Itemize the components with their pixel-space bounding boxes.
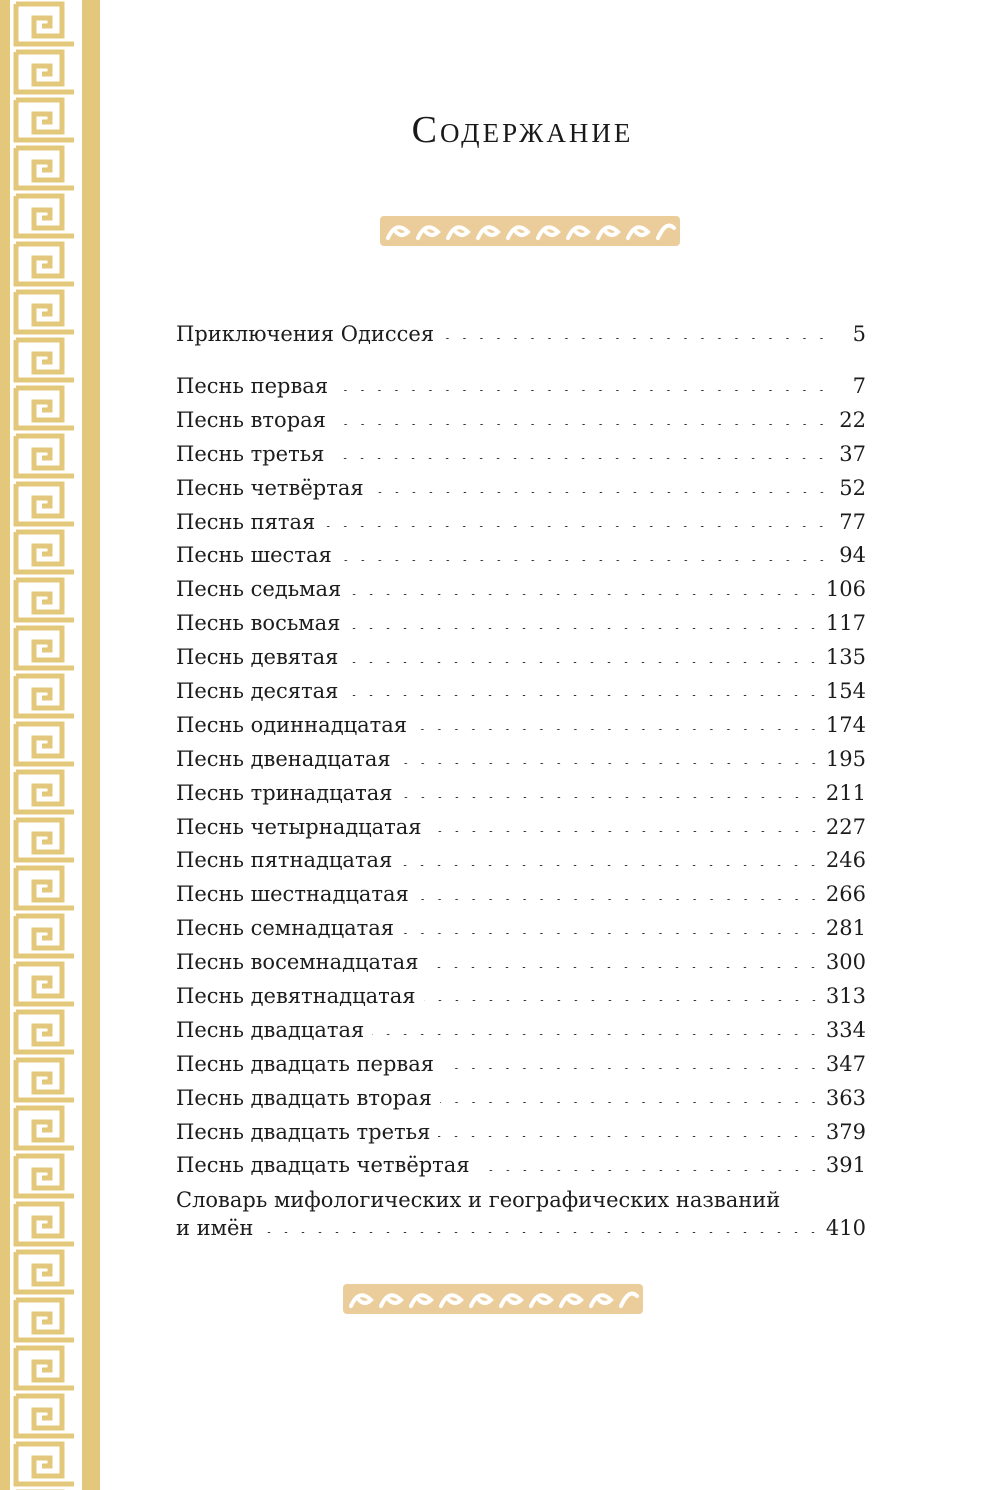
glossary-label-line1: Словарь мифологических и географических названий: [176, 1188, 781, 1212]
dot-leader: [417, 899, 822, 900]
toc-entry-page: 154: [825, 679, 866, 704]
toc-entry-label: Песнь шестая: [176, 543, 332, 568]
toc-entry-page: 363: [825, 1085, 866, 1110]
toc-entry-page: 246: [825, 848, 866, 873]
toc-entry-label: Песнь двадцать первая: [176, 1051, 435, 1076]
dot-leader: [478, 1170, 822, 1171]
toc-entry-page: 106: [825, 577, 866, 602]
dot-leader: [442, 1068, 822, 1069]
toc-entry-page: 379: [825, 1119, 866, 1144]
toc-entry-page: 117: [825, 611, 866, 636]
toc-entry[interactable]: [176, 607, 866, 641]
toc-entry[interactable]: [176, 878, 866, 912]
toc-entry-label: Песнь семнадцатая: [176, 916, 394, 941]
toc-entry[interactable]: [176, 1149, 866, 1183]
toc-entry-label: Песнь двадцатая: [176, 1017, 365, 1042]
toc-entry-label: Песнь восьмая: [176, 611, 341, 636]
toc-entry[interactable]: [176, 573, 866, 607]
toc-entry-page: 52: [839, 475, 866, 500]
toc-entry-label: Песнь первая: [176, 374, 329, 398]
dot-leader: [349, 594, 822, 595]
dot-leader: [323, 526, 830, 527]
dot-leader: [346, 695, 822, 696]
toc-entry[interactable]: [176, 539, 866, 573]
toc-entry-page: 5: [852, 322, 866, 346]
toc-entry-label: Песнь восемнадцатая: [176, 950, 419, 975]
dot-leader: [430, 831, 822, 832]
toc-entry-page: 334: [825, 1017, 866, 1042]
toc-entry-page: 37: [839, 441, 866, 466]
dot-leader: [399, 763, 822, 764]
toc-songs-list: [176, 370, 866, 1183]
toc-entry-label: Песнь пятая: [176, 509, 316, 534]
toc-entry-page: 211: [825, 780, 866, 805]
toc-entry-label: Песнь седьмая: [176, 577, 342, 602]
toc-entry-label: Песнь пятнадцатая: [176, 848, 393, 873]
toc-entry[interactable]: [176, 946, 866, 980]
toc-entry-label: Песнь четырнадцатая: [176, 814, 422, 839]
dot-leader: [336, 390, 830, 391]
toc-entry-page: 281: [825, 916, 866, 941]
toc-entry-label: Песнь одиннадцатая: [176, 712, 408, 737]
toc-entry[interactable]: [176, 709, 866, 743]
toc-entry-label: Песнь двенадцатая: [176, 746, 391, 771]
toc-entry[interactable]: [176, 506, 866, 540]
toc-entry[interactable]: [176, 675, 866, 709]
toc-entry-label: Песнь двадцать вторая: [176, 1085, 432, 1110]
glossary-label-line2: и имён: [176, 1216, 254, 1240]
toc-entry-page: 266: [825, 882, 866, 907]
dot-leader: [372, 492, 830, 493]
toc-entry-page: 7: [852, 374, 866, 398]
toc-entry[interactable]: [176, 404, 866, 438]
dot-leader: [257, 1232, 821, 1233]
dot-leader: [442, 338, 830, 339]
dot-leader: [424, 1000, 822, 1001]
dot-leader: [402, 933, 822, 934]
dot-leader: [426, 967, 821, 968]
toc-entry-page: 77: [839, 509, 866, 534]
toc-entry-label: Песнь тринадцатая: [176, 780, 393, 805]
toc-entry[interactable]: [176, 472, 866, 506]
toc-entry-page: 94: [839, 543, 866, 568]
toc-entry[interactable]: [176, 438, 866, 472]
wave-ornament-bottom: [343, 1278, 643, 1320]
toc-entry[interactable]: [176, 1082, 866, 1116]
toc-entry-page: 22: [839, 407, 866, 432]
dot-leader: [438, 1136, 822, 1137]
toc-entry-label: Песнь вторая: [176, 407, 326, 432]
toc-intro: [176, 318, 866, 352]
toc-entry[interactable]: [176, 1014, 866, 1048]
dot-leader: [415, 729, 822, 730]
toc-entry-page: 313: [825, 984, 866, 1009]
dot-leader: [332, 458, 830, 459]
toc-entry[interactable]: [176, 844, 866, 878]
toc-entry-page: 300: [825, 950, 866, 975]
wave-ornament-top: [380, 210, 680, 252]
greek-key-border: [0, 0, 100, 1490]
toc-entry-label: Песнь десятая: [176, 679, 339, 704]
toc-entry[interactable]: [176, 1116, 866, 1150]
dot-leader: [440, 1102, 822, 1103]
toc-entry-label: Песнь двадцать четвёртая: [176, 1153, 470, 1178]
toc-entry[interactable]: [176, 811, 866, 845]
dot-leader: [340, 560, 830, 561]
toc-entry-label: Песнь двадцать третья: [176, 1119, 431, 1144]
toc-entry-page: 135: [825, 645, 866, 670]
dot-leader: [372, 1034, 822, 1035]
toc-entry-label: Песнь третья: [176, 441, 325, 466]
toc-entry[interactable]: [176, 743, 866, 777]
toc-entry[interactable]: [176, 641, 866, 675]
toc-entry-page: 227: [825, 814, 866, 839]
toc-entry-label: Песнь шестнадцатая: [176, 882, 409, 907]
dot-leader: [346, 662, 821, 663]
toc-entry-intro[interactable]: [176, 318, 866, 352]
dot-leader: [348, 628, 822, 629]
dot-leader: [400, 865, 822, 866]
toc-entry[interactable]: [176, 912, 866, 946]
toc-entry-label: Песнь девятнадцатая: [176, 984, 416, 1009]
toc-entry-label: Приключения Одиссея: [176, 322, 435, 346]
toc-entry-page: 174: [825, 712, 866, 737]
toc-entry[interactable]: [176, 777, 866, 811]
dot-leader: [334, 424, 830, 425]
toc-entry-page: 410: [825, 1216, 866, 1240]
toc-entry-page: 347: [825, 1051, 866, 1076]
toc-entry-page: 391: [825, 1153, 866, 1178]
page-title: Содержание: [411, 109, 634, 151]
toc-entry[interactable]: [176, 1048, 866, 1082]
toc-entry-label: Песнь четвёртая: [176, 475, 364, 500]
toc-entry-label: Песнь девятая: [176, 645, 339, 670]
toc-entry[interactable]: [176, 370, 866, 404]
toc-entry-glossary[interactable]: [176, 1186, 866, 1242]
toc-entry[interactable]: [176, 980, 866, 1014]
toc-entry-page: 195: [825, 746, 866, 771]
dot-leader: [401, 797, 822, 798]
